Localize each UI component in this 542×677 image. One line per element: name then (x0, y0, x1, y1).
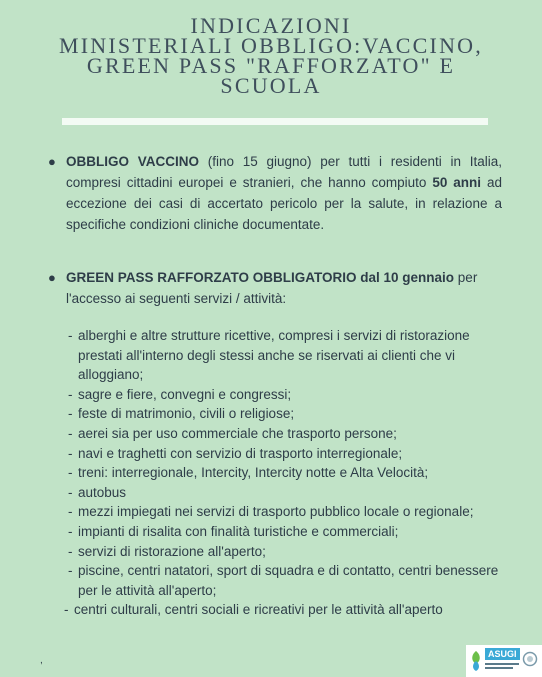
bullet-icon: ● (48, 154, 56, 169)
section-green-pass (48, 267, 502, 309)
list-item-text: impianti di risalita con finalità turistiche e commerciali; (78, 523, 399, 539)
title-divider (62, 118, 488, 125)
footer-mark: , (40, 655, 43, 666)
list-item-text: aerei sia per uso commerciale che trasporto persone; (78, 425, 397, 441)
list-item: - treni: interregionale, Intercity, Intercity notte e Alta Velocità; (68, 465, 429, 481)
section2-bold-lead: GREEN PASS RAFFORZATO OBBLIGATORIO dal 10 gennaio (66, 270, 455, 285)
list-item-text: mezzi impiegati nei servizi di trasporto pubblico locale o regionale; (78, 504, 474, 520)
list-item: - mezzi impiegati nei servizi di trasporto pubblico locale o regionale; (68, 504, 474, 520)
list-item-text: sagre e fiere, convegni e congressi; (78, 386, 292, 402)
list-item: - impianti di risalita con finalità turistiche e commerciali; (68, 523, 399, 539)
list-item: - servizi di ristorazione all'aperto; (68, 543, 266, 559)
list-item-text: navi e traghetti con servizio di trasporto interregionale; (78, 445, 403, 461)
title-line-4: SCUOLA (220, 73, 322, 98)
list-item: - centri culturali, centri sociali e ricreativi per le attività all'aperto (64, 602, 443, 618)
list-item: - aerei sia per uso commerciale che trasporto persone; (68, 425, 397, 441)
title-line-2: MINISTERIALI OBBLIGO:VACCINO, (59, 33, 483, 58)
section-obbligo-vaccino (48, 151, 502, 235)
section2-text: per l'accesso ai seguenti servizi / attività: (66, 270, 478, 306)
logo-text: ASUGI (485, 648, 520, 660)
list-item-text: centri culturali, centri sociali e ricreativi per le attività all'aperto (74, 602, 443, 618)
logo-tagline-lines (485, 662, 519, 672)
section1-bold-mid: 50 anni (432, 175, 482, 190)
list-item-text: servizi di ristorazione all'aperto; (78, 543, 266, 559)
seal-icon (522, 651, 538, 667)
list-item-text: treni: interregionale, Intercity, Intercity notte e Alta Velocità; (78, 465, 429, 481)
list-item-text: alberghi e altre strutture ricettive, compresi i servizi di ristorazione prestati all'interno degli stessi anche se riservati ai clienti che vi alloggiano; (78, 328, 470, 383)
section1-bold-lead: OBBLIGO VACCINO (66, 154, 199, 169)
asugi-logo (466, 645, 542, 677)
services-list (64, 326, 508, 620)
leaf-icon (469, 649, 483, 673)
list-item: - autobus (68, 484, 127, 500)
list-item: - piscine, centri natatori, sport di squadra e di contatto, centri benessere per le attività all'aperto; (68, 563, 499, 598)
list-item-text: autobus (78, 484, 127, 500)
section1-text-a: (fino 15 giugno) per tutti i residenti in Italia, compresi cittadini europei e stranieri, che hanno compiuto (66, 154, 502, 190)
section1-text-b: ad eccezione dei casi di accertato pericolo per la salute, in relazione a specifiche condizioni cliniche documentate. (66, 175, 502, 232)
list-item: - navi e traghetti con servizio di trasporto interregionale; (68, 445, 403, 461)
title-line-3: GREEN PASS "RAFFORZATO" E (86, 53, 456, 78)
page-title (40, 13, 502, 98)
bullet-icon: ● (48, 270, 56, 285)
title-line-1: INDICAZIONI (190, 13, 352, 38)
list-item-text: feste di matrimonio, civili o religiose; (78, 406, 295, 422)
list-item: - feste di matrimonio, civili o religiose; (68, 406, 295, 422)
list-item: - sagre e fiere, convegni e congressi; (68, 386, 292, 402)
list-item-text: piscine, centri natatori, sport di squadra e di contatto, centri benessere per le attività all'aperto; (78, 563, 499, 598)
list-item: - alberghi e altre strutture ricettive, compresi i servizi di ristorazione prestati all'interno degli stessi anche se riservati ai clienti che vi alloggiano; (68, 328, 470, 383)
